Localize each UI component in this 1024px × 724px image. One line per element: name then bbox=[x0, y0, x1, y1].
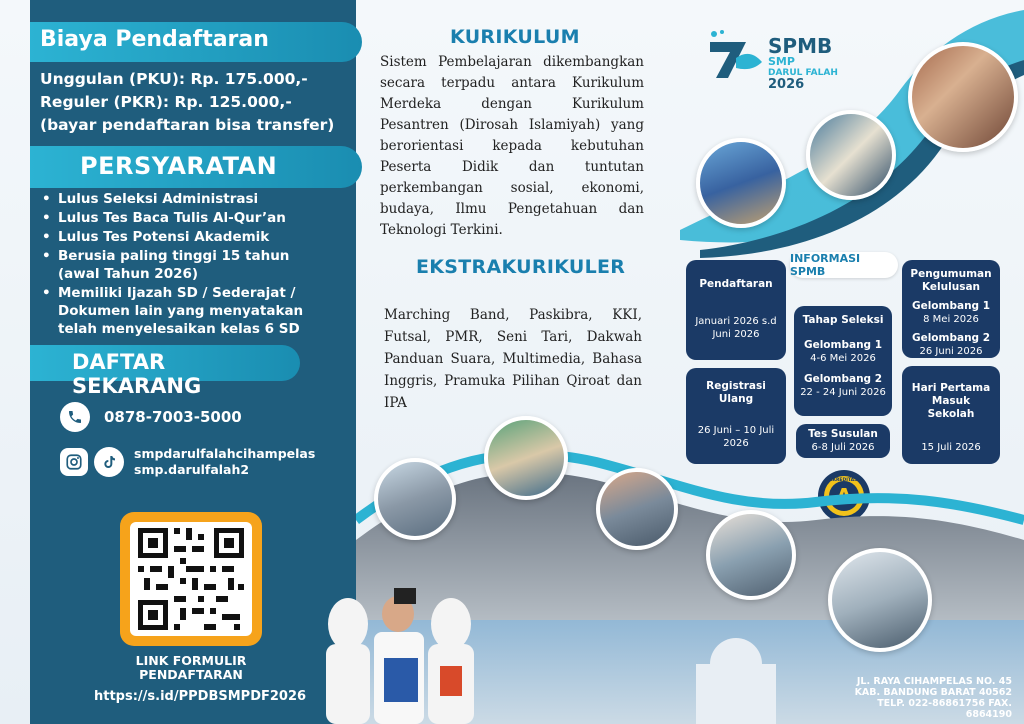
photo-school-building bbox=[484, 416, 568, 500]
social-row[interactable] bbox=[60, 446, 315, 478]
photo-classroom bbox=[806, 110, 896, 200]
phone-icon bbox=[60, 402, 90, 432]
card-pengumuman-g1-value: 8 Mei 2026 bbox=[923, 314, 979, 325]
card-pengumuman bbox=[902, 260, 1000, 358]
card-pendaftaran bbox=[686, 260, 786, 360]
registration-link[interactable]: https://s.id/PPDBSMPDF2026 bbox=[94, 689, 307, 704]
logo-main: SPMB bbox=[768, 34, 833, 58]
card-pendaftaran-title: Pendaftaran bbox=[699, 278, 773, 290]
phone-number: 0878-7003-5000 bbox=[104, 408, 242, 426]
biaya-note: (bayar pendaftaran bisa transfer) bbox=[40, 116, 335, 134]
instagram-handle: smpdarulfalahcihampelas bbox=[134, 446, 316, 461]
daftar-sekarang-title: DAFTAR SEKARANG bbox=[30, 345, 300, 381]
akreditasi-label: AKREDITASI bbox=[828, 478, 860, 483]
persyaratan-item: • Lulus Tes Baca Tulis Al-Qur’an bbox=[42, 209, 332, 227]
biaya-lines bbox=[40, 68, 334, 137]
spmb-logo-mark bbox=[706, 28, 766, 88]
card-seleksi-g1-value: 4-6 Mei 2026 bbox=[810, 353, 876, 364]
logo-sub2: DARUL FALAH bbox=[768, 68, 838, 78]
persyaratan-item: • Lulus Tes Potensi Akademik bbox=[42, 228, 332, 246]
tiktok-handle: smp.darulfalah2 bbox=[134, 462, 250, 477]
card-hari-pertama-title: Hari Pertama Masuk Sekolah bbox=[911, 382, 991, 420]
students-illustration bbox=[306, 584, 486, 724]
card-pengumuman-g2-title: Gelombang 2 bbox=[911, 332, 991, 344]
card-susulan-title: Tes Susulan bbox=[808, 428, 878, 440]
kurikulum-text: Sistem Pembelajaran dikembangkan secara terpadu antara Kurikulum Merdeka dengan Kurikulum Pesantren (Dirosah Islamiyah) yang berorientasi kepada kebutuhan Peserta Didik dan tuntutan perkembangan sosial, ekonomi, budaya, Ilmu Pengetahuan dan Teknologi Terkini. bbox=[380, 54, 644, 238]
photo-activity bbox=[696, 138, 786, 228]
photo-achievement bbox=[706, 510, 796, 600]
informasi-spmb-badge: INFORMASI SPMB bbox=[790, 252, 898, 278]
photo-computer-lab bbox=[828, 548, 932, 652]
school-address bbox=[832, 676, 1012, 720]
card-seleksi-title: Tahap Seleksi bbox=[802, 314, 884, 326]
persyaratan-list bbox=[42, 190, 332, 339]
address-line-2: KAB. BANDUNG BARAT 40562 bbox=[854, 687, 1012, 698]
card-pengumuman-title: Pengumuman Kelulusan bbox=[910, 268, 992, 293]
spmb-logo-text bbox=[768, 36, 838, 92]
address-line-1: JL. RAYA CIHAMPELAS NO. 45 bbox=[856, 676, 1012, 687]
card-registrasi-title: Registrasi Ulang bbox=[706, 380, 766, 405]
persyaratan-item: • Memiliki Ijazah SD / Sederajat / Dokumen lain yang menyatakan telah menyelesaikan kelas 6 SD bbox=[42, 284, 332, 338]
card-pendaftaran-value: Januari 2026 s.d Juni 2026 bbox=[695, 316, 777, 340]
address-line-3: TELP. 022-86861756 FAX. 6864190 bbox=[877, 698, 1012, 720]
photo-trip bbox=[374, 458, 456, 540]
instagram-icon bbox=[60, 448, 88, 476]
card-pengumuman-g2-value: 26 Juni 2026 bbox=[919, 346, 983, 357]
persyaratan-title: PERSYARATAN bbox=[30, 146, 362, 188]
photo-students-group bbox=[596, 468, 678, 550]
akreditasi-grade: A bbox=[836, 484, 852, 508]
biaya-unggulan: Unggulan (PKU): Rp. 175.000,- bbox=[40, 70, 308, 88]
card-seleksi-g1-title: Gelombang 1 bbox=[803, 339, 883, 351]
card-hari-pertama-value: 15 Juli 2026 bbox=[921, 442, 981, 453]
persyaratan-item: • Berusia paling tinggi 15 tahun (awal Tahun 2026) bbox=[42, 247, 332, 283]
photo-graduation bbox=[908, 42, 1018, 152]
kurikulum-title: KURIKULUM bbox=[450, 26, 580, 48]
card-seleksi-g2-value: 22 - 24 Juni 2026 bbox=[800, 387, 886, 398]
card-tahap-seleksi bbox=[794, 306, 892, 416]
ekstrakurikuler-title: EKSTRAKURIKULER bbox=[416, 256, 626, 278]
qr-code bbox=[130, 522, 252, 636]
qr-code-frame[interactable] bbox=[120, 512, 262, 646]
biaya-reguler: Reguler (PKR): Rp. 125.000,- bbox=[40, 93, 292, 111]
card-seleksi-g2-title: Gelombang 2 bbox=[803, 373, 883, 385]
logo-year: 2026 bbox=[768, 77, 805, 92]
biaya-title: Biaya Pendaftaran bbox=[30, 22, 362, 62]
qr-label: LINK FORMULIR PENDAFTARAN bbox=[135, 653, 247, 682]
ekstrakurikuler-text: Marching Band, Paskibra, KKI, Futsal, PMR, Seni Tari, Dakwah Panduan Suara, Multimedia, Bahasa Inggris, Pramuka Pilihan Qiroat dan IPA bbox=[384, 307, 642, 411]
logo-sub1: SMP bbox=[768, 55, 795, 68]
tiktok-icon bbox=[94, 447, 124, 477]
persyaratan-item: • Lulus Seleksi Administrasi bbox=[42, 190, 332, 208]
card-pengumuman-g1-title: Gelombang 1 bbox=[911, 300, 991, 312]
phone-row[interactable] bbox=[60, 402, 242, 432]
card-susulan-value: 6-8 Juli 2026 bbox=[811, 442, 875, 453]
card-registrasi-value: 26 Juni – 10 Juli 2026 bbox=[697, 425, 775, 449]
